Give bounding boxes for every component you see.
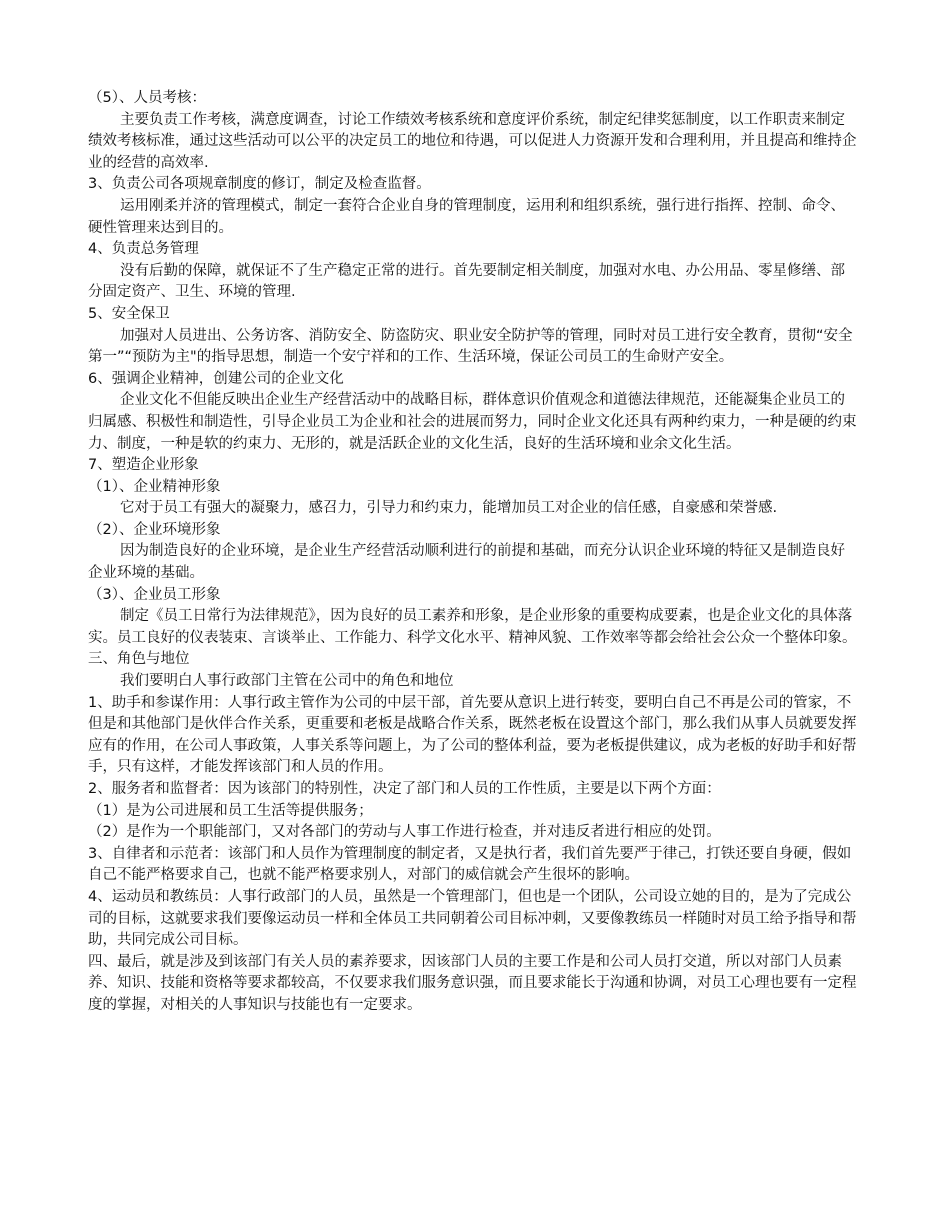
list-item-supervision: （2）是作为一个职能部门，又对各部门的劳动与人事工作进行检查，并对违反者进行相应的处罚。 xyxy=(88,824,721,841)
paragraph-security-body: 加强对人员进出、公务访客、消防安全、防盗防灾、职业安全防护等的管理，同时对员工进行安全教育，贯彻“安全第一”“预防为主"的指导思想，制造一个安宁祥和的工作、生活环境，保证公司员工的生命财产安全。 xyxy=(88,327,853,366)
subheading-employee-image: （3）、企业员工形象 xyxy=(88,586,221,603)
heading-general-affairs: 4、负责总务管理 xyxy=(88,241,199,258)
paragraph-role-intro: 我们要明白人事行政部门主管在公司中的角色和地位 xyxy=(120,673,454,690)
list-item-service: （1）是为公司进展和员工生活等提供服务； xyxy=(88,802,373,819)
paragraph-self-discipline-role: 3、自律者和示范者：该部门和人员作为管理制度的制定者，又是执行者，我们首先要严于律己，打铁还要自身硬，假如自己不能严格要求自己，也就不能严格要求别人，对部门的威信就会产生很坏的影响。 xyxy=(88,845,852,884)
heading-enterprise-culture: 6、强调企业精神，创建公司的企业文化 xyxy=(88,370,344,387)
paragraph-general-affairs-body: 没有后勤的保障，就保证不了生产稳定正常的进行。首先要制定相关制度，加强对水电、办公用品、零星修缮、部分固定资产、卫生、环境的管理. xyxy=(88,262,845,301)
heading-security: 5、安全保卫 xyxy=(88,305,170,322)
paragraph-environment-image-body: 因为制造良好的企业环境，是企业生产经营活动顺利进行的前提和基础，而充分认识企业环境的特征又是制造良好企业环境的基础。 xyxy=(88,543,845,582)
subheading-spirit-image: （1）、企业精神形象 xyxy=(88,478,221,495)
heading-personnel-assessment: （5）、人员考核： xyxy=(88,90,206,106)
heading-enterprise-image: 7、塑造企业形象 xyxy=(88,457,199,474)
heading-role-and-status: 三、角色与地位 xyxy=(88,651,190,668)
paragraph-assistant-role: 1、助手和参谋作用：人事行政主管作为公司的中层干部，首先要从意识上进行转变，要明白自己不再是公司的管家，不但是和其他部门是伙伴合作关系，更重要和老板是战略合作关系，既然老板在设置这个部门，那么我们从事人员就要发挥应有的作用，在公司人事政策，人事关系等问题上，为了公司的整体利益，要为老板提供建议，成为老板的好助手和好帮手，只有这样，才能发挥该部门和人员的作用。 xyxy=(88,694,857,776)
subheading-environment-image: （2）、企业环境形象 xyxy=(88,521,221,538)
document-page xyxy=(88,88,858,1017)
paragraph-athlete-coach-role: 4、运动员和教练员：人事行政部门的人员，虽然是一个管理部门，但也是一个团队，公司设立她的目的，是为了完成公司的目标，这就要求我们要像运动员一样和全体员工共同朝着公司目标冲刺，又要像教练员一样随时对员工给予指导和帮助，共同完成公司目标。 xyxy=(88,888,857,949)
paragraph-assessment-body: 主要负责工作考核，满意度调查，讨论工作绩效考核系统和意度评价系统，制定纪律奖惩制度，以工作职责来制定绩效考核标准，通过这些活动可以公平的决定员工的地位和待遇，可以促进人力资源开发和合理利用，并且提高和维持企业的经营的高效率. xyxy=(88,111,857,171)
paragraph-spirit-image-body: 它对于员工有强大的凝聚力，感召力，引导力和约束力，能增加员工对企业的信任感，自豪感和荣誉感. xyxy=(120,500,778,517)
paragraph-culture-body: 企业文化不但能反映出企业生产经营活动中的战略目标，群体意识价值观念和道德法律规范，还能凝集企业员工的归属感、积极性和制造性，引导企业员工为企业和社会的进展而努力，同时企业文化还具有两种约束力，一种是硬的约束力、制度，一种是软的约束力、无形的，就是活跃企业的文化生活，良好的生活环境和业余文化生活。 xyxy=(88,392,857,452)
paragraph-final-requirements: 四、最后，就是涉及到该部门有关人员的素养要求，因该部门人员的主要工作是和公司人员打交道，所以对部门人员素养、知识、技能和资格等要求都较高，不仅要求我们服务意识强，而且要求能长于沟通和协调，对员工心理也要有一定程度的掌握，对相关的人事知识与技能也有一定要求。 xyxy=(88,953,857,1013)
paragraph-regulations-body: 运用刚柔并济的管理模式，制定一套符合企业自身的管理制度，运用利和组织系统，强行进行指挥、控制、命令、硬性管理来达到目的。 xyxy=(88,197,845,236)
heading-regulations: 3、负责公司各项规章制度的修订，制定及检查监督。 xyxy=(88,176,431,193)
paragraph-service-role: 2、服务者和监督者：因为该部门的特别性，决定了部门和人员的工作性质，主要是以下两个方面： xyxy=(88,781,721,797)
paragraph-employee-image-body: 制定《员工日常行为法律规范》，因为良好的员工素养和形象，是企业形象的重要构成要素，也是企业文化的具体落实。员工良好的仪表装束、言谈举止、工作能力、科学文化水平、精神风貌、工作效率等都会给社会公众一个整体印象。 xyxy=(88,608,857,646)
